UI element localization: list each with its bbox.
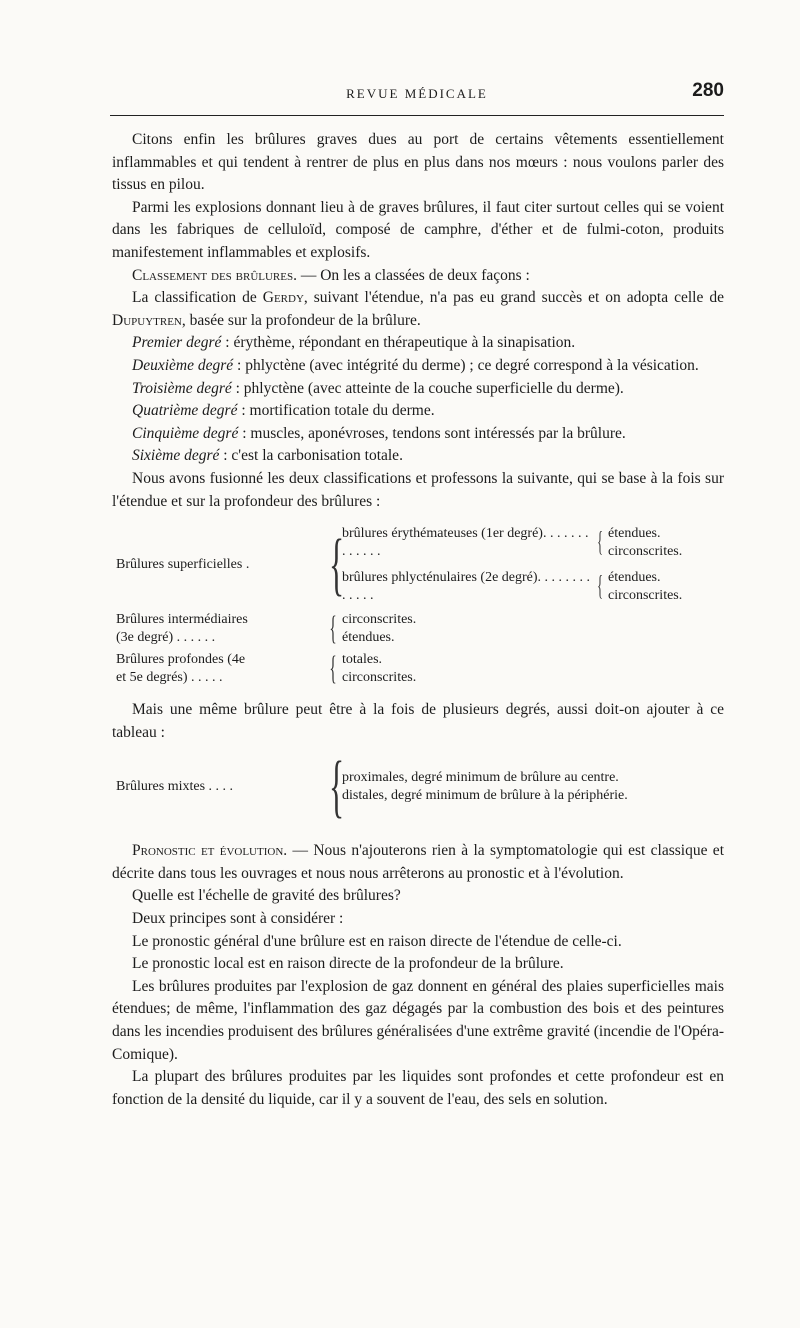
paragraph: Nous avons fusionné les deux classifications et professons la suivante, qui se base à la fois sur l'étendue et sur la profondeur des brûlures : <box>112 469 724 510</box>
row-label: brûlures érythémateuses (1er degré). . . . . . . . . . . . . <box>342 526 589 560</box>
row-option: étendues. <box>608 570 661 586</box>
table-row <box>342 569 724 605</box>
paragraph-text: — Nous n'ajouterons rien à la symptomatologie qui est classique et décrite dans tous les ouvrages et nous nous arrêterons au pronostic et à l'évolution. <box>112 842 724 882</box>
brace-icon: { <box>328 748 345 826</box>
deep-options <box>342 651 724 687</box>
degree-label: Premier degré <box>132 334 222 352</box>
paragraph: Deux principes sont à considérer : <box>132 910 344 928</box>
degree-paragraph <box>112 445 724 468</box>
degree-label: Sixième degré <box>132 447 220 465</box>
degree-label: Troisième degré <box>132 379 232 397</box>
paragraph-text: , suivant l'étendue, n'a pas eu grand succès et on adopta celle de <box>303 289 724 307</box>
label-line: Brûlures intermédiaires <box>116 612 248 628</box>
row-option: proximales, degré minimum de brûlure au centre. <box>342 770 619 786</box>
paragraph-text: — On les a classées de deux façons : <box>296 266 530 284</box>
degree-paragraph <box>112 332 724 355</box>
section-heading: Classement des brûlures. <box>132 266 297 284</box>
paragraph: Parmi les explosions donnant lieu à de graves brûlures, il faut citer surtout celles qui se voient dans les fabriques de celluloïd, composé de camphre, d'éther et de fulmi-coton, produits manifestement inflammables et explosifs. <box>112 198 724 261</box>
section-heading: Pronostic et évolution. <box>132 842 288 860</box>
page-header <box>110 80 724 110</box>
degree-paragraph <box>112 378 724 401</box>
paragraph: Citons enfin les brûlures graves dues au port de certains vêtements essentiellement inflammables et qui tendent à rentrer de plus en plus dans nos mœurs : nous voulons parler des tissus en pilou. <box>112 131 724 194</box>
mixed-options <box>342 769 724 805</box>
running-title: REVUE MÉDICALE <box>346 86 488 101</box>
superficial-label: Brûlures superficielles . <box>116 557 250 573</box>
degree-paragraph <box>112 423 724 446</box>
brace-icon: { <box>329 610 337 648</box>
row-option: distales, degré minimum de brûlure à la périphérie. <box>342 788 628 804</box>
paragraph-text: La classification de <box>132 289 263 307</box>
label-line: Brûlures profondes (4e <box>116 652 246 668</box>
degree-paragraph <box>112 355 724 378</box>
degree-paragraph <box>112 400 724 423</box>
intermediate-options <box>342 611 724 647</box>
row-option: circonscrites. <box>608 544 683 560</box>
brace-icon: { <box>596 527 604 559</box>
degree-label: Quatrième degré <box>132 402 238 420</box>
paragraph: Quelle est l'échelle de gravité des brûlures? <box>132 887 401 905</box>
intermediate-label <box>112 611 324 647</box>
mixed-table <box>112 748 724 826</box>
table-row <box>342 525 724 561</box>
deep-label <box>112 651 324 687</box>
page-number: 280 <box>692 80 724 101</box>
paragraph: La plupart des brûlures produites par les liquides sont profondes et cette profondeur est en fonction de la densité du liquide, car il y a souvent de l'eau, des sels en solution. <box>112 1068 724 1108</box>
brace-icon: { <box>329 650 337 688</box>
paragraph-gerdy <box>112 287 724 332</box>
row-option: circonscrites. <box>342 670 417 686</box>
mixed-label: Brûlures mixtes . . . . <box>116 779 234 795</box>
degree-text: : mortification totale du derme. <box>237 402 435 420</box>
paragraph: Mais une même brûlure peut être à la fois de plusieurs degrés, aussi doit-on ajouter à ce tableau : <box>112 701 724 741</box>
author-name: Gerdy <box>262 289 304 307</box>
row-option: étendues. <box>608 526 661 542</box>
row-option: circonscrites. <box>342 612 417 628</box>
brace-icon: { <box>596 571 604 603</box>
row-option: totales. <box>342 652 383 668</box>
page-body <box>112 129 724 1111</box>
label-line: et 5e degrés) . . . . . <box>116 670 223 686</box>
row-label: brûlures phlycténulaires (2e degré). . . . . . . . . . . . . <box>342 570 591 604</box>
header-rule <box>110 115 724 116</box>
degree-text: : phlyctène (avec atteinte de la couche superficielle du derme). <box>231 379 624 397</box>
row-option: circonscrites. <box>608 588 683 604</box>
brace-icon: { <box>328 526 345 604</box>
author-name: Dupuytren <box>112 311 182 329</box>
superficial-rows <box>342 525 724 605</box>
degree-text: : c'est la carbonisation totale. <box>219 447 403 465</box>
degree-text: : érythème, répondant en thérapeutique à la sinapisation. <box>221 334 576 352</box>
paragraph: Les brûlures produites par l'explosion de gaz donnent en général des plaies superficielles mais étendues; de même, l'inflammation des gaz dégagés par la combustion des bois et des peintures dans les incendies produisent des brûlures généralisées d'une extrême gravité (incendie de l'Opéra-Comique). <box>112 977 724 1063</box>
classification-table <box>112 525 724 687</box>
paragraph-pronostic <box>112 840 724 885</box>
degree-label: Deuxième degré <box>132 356 234 374</box>
paragraph-classement <box>112 265 724 288</box>
paragraph-text: , basée sur la profondeur de la brûlure. <box>181 311 421 329</box>
paragraph: Le pronostic général d'une brûlure est en raison directe de l'étendue de celle-ci. <box>132 932 622 950</box>
degree-text: : muscles, aponévroses, tendons sont intéressés par la brûlure. <box>238 424 626 442</box>
degree-text: : phlyctène (avec intégrité du derme) ; ce degré correspond à la vésication. <box>233 356 699 374</box>
label-line: (3e degré) . . . . . . <box>116 630 216 646</box>
row-option: étendues. <box>342 630 395 646</box>
degree-label: Cinquième degré <box>132 424 239 442</box>
paragraph: Le pronostic local est en raison directe de la profondeur de la brûlure. <box>132 955 564 973</box>
